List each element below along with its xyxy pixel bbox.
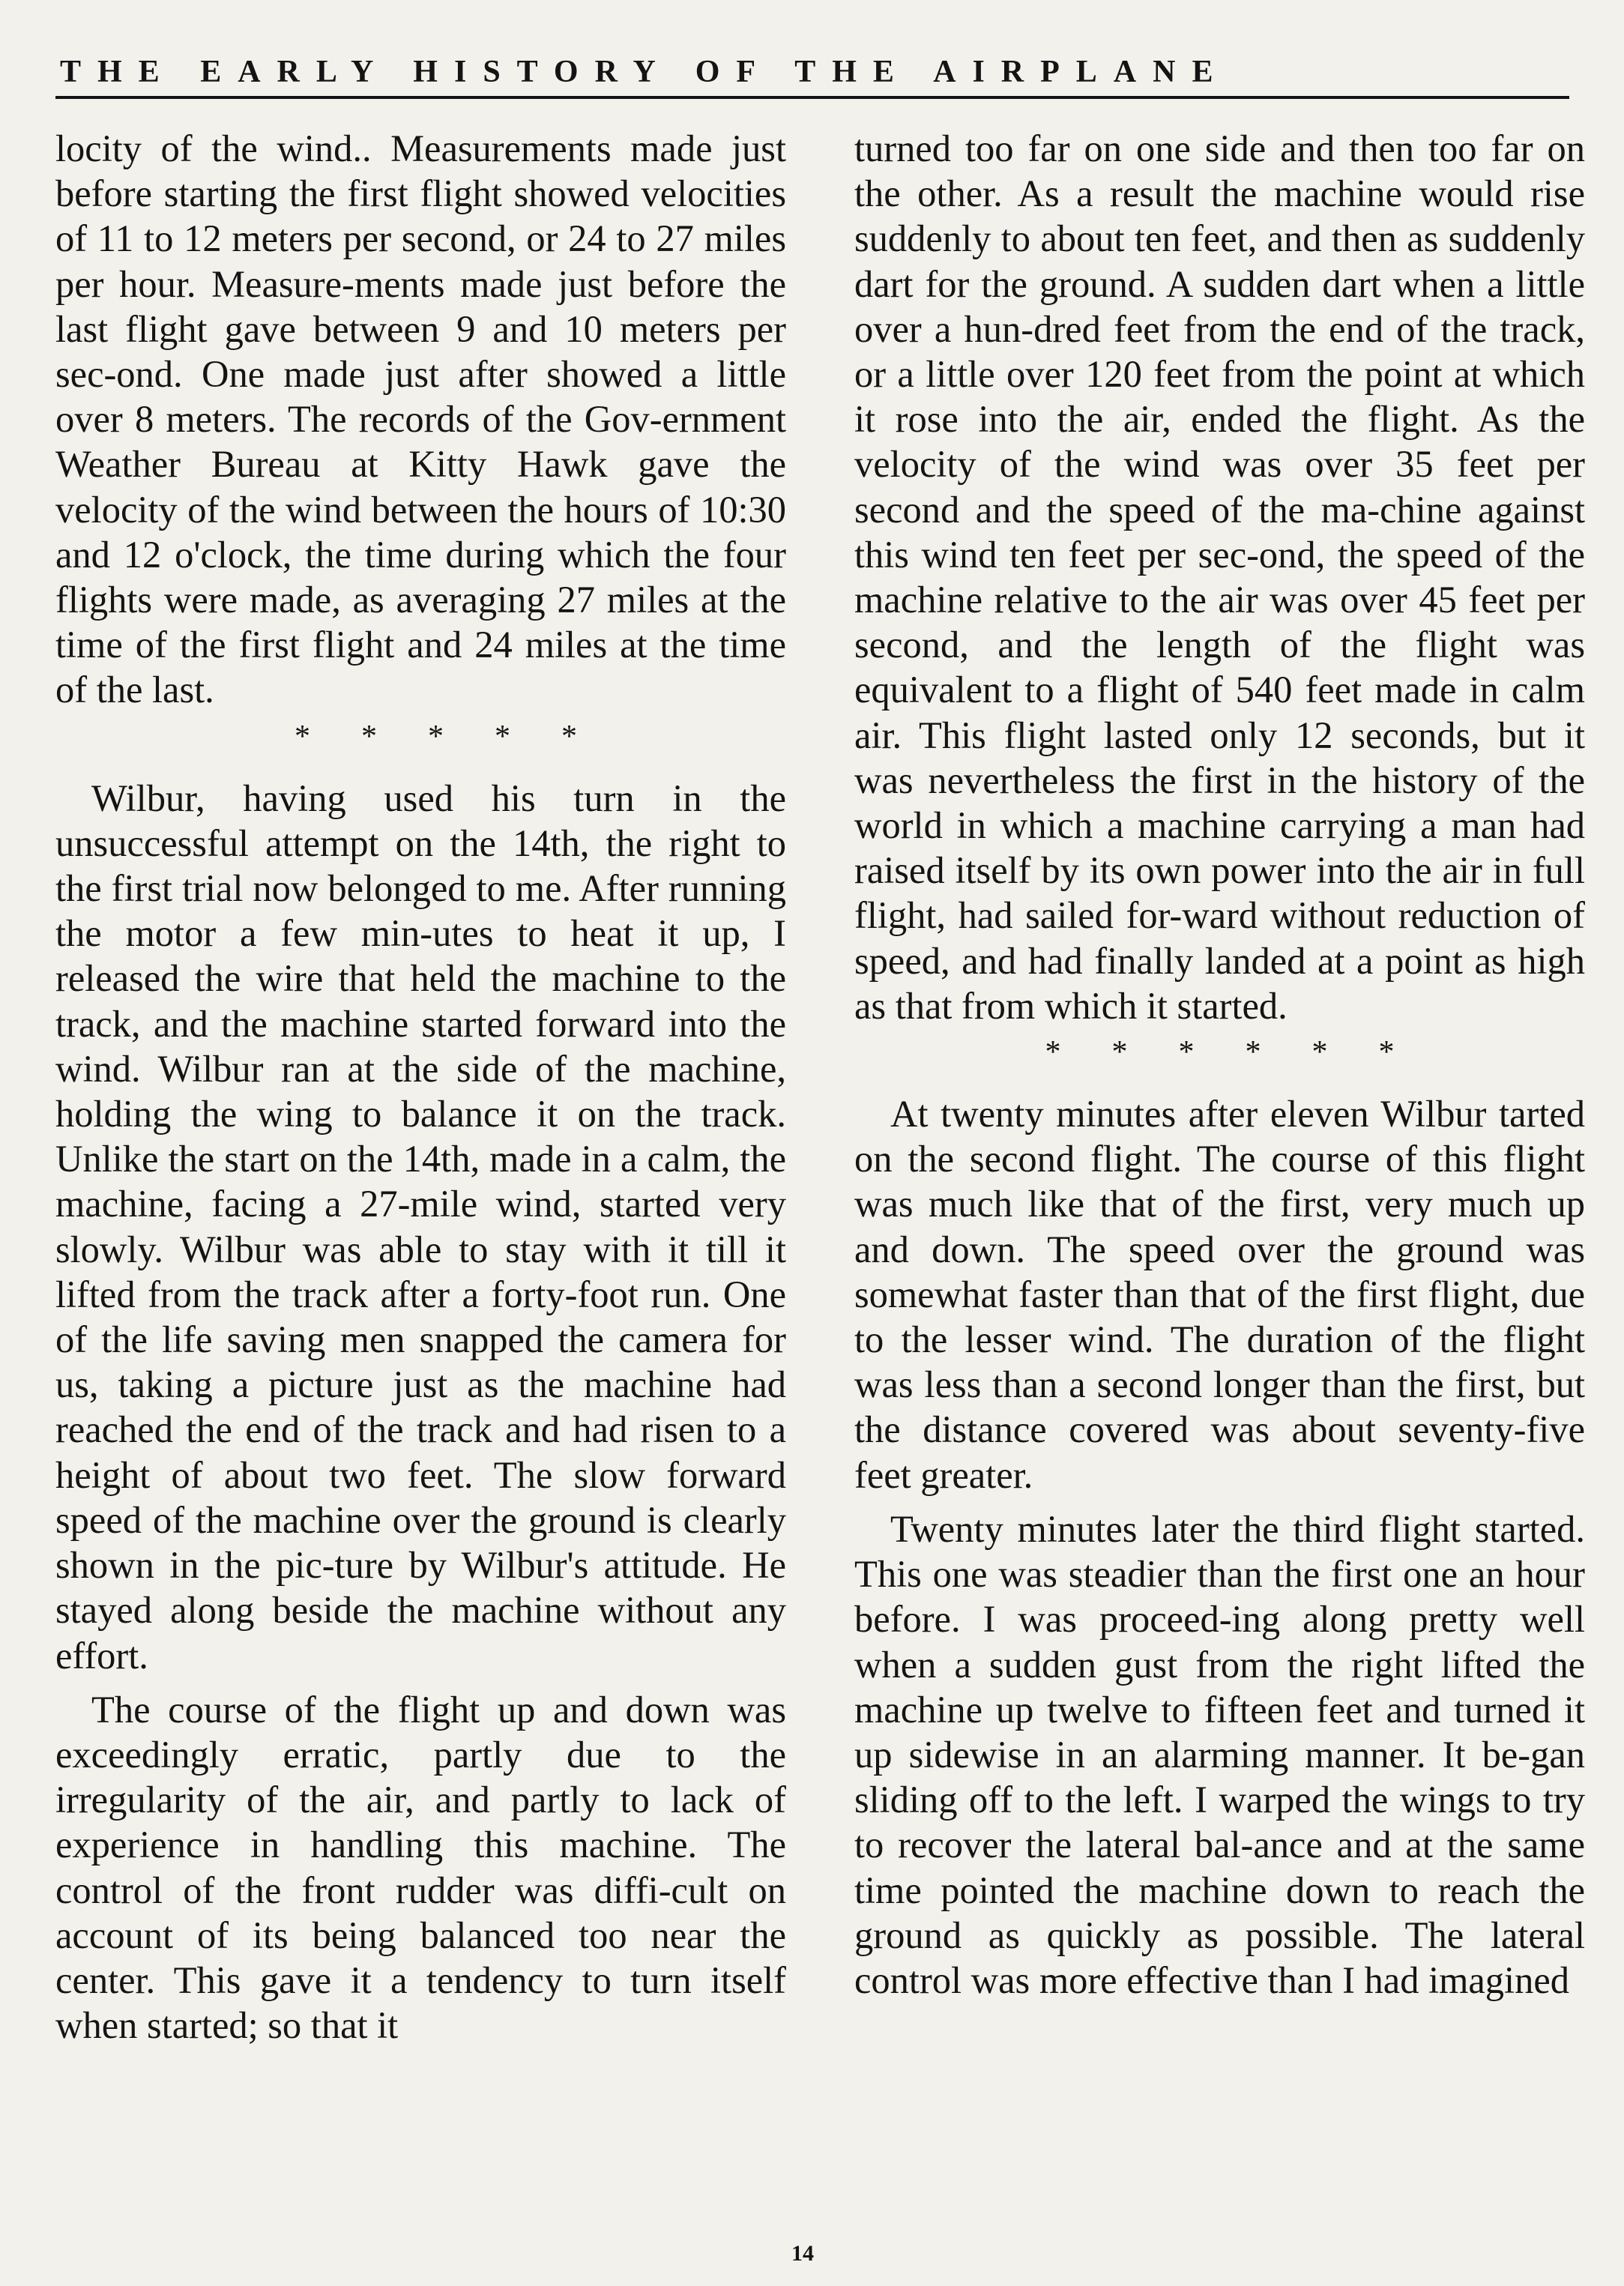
star-glyph: * [1311,1035,1328,1070]
running-head: THE EARLY HISTORY OF THE AIRPLANE [60,55,1230,89]
left-column [55,126,786,2232]
star-glyph: * [495,719,510,754]
star-glyph: * [361,719,377,754]
right-paragraph-3: Twenty minutes later the third flight started. This one was steadier than the first one an hour before. I was proceed-ing along pretty well when a sudden gust from the right lifted the machine up twelve to fifteen feet and turned it up sidewise in an alarming manner. It be-gan sliding off to the left. I warped the wings to try to recover the lateral bal-ance and at the same time pointed the machine down to reach the ground as quickly as possible. The lateral control was more effective than I had imagined [854,1507,1585,2001]
star-glyph: * [1378,1035,1395,1070]
star-glyph: * [295,719,310,754]
page-number: 14 [791,2241,814,2266]
right-section-break [854,1028,1585,1076]
right-paragraph-2: At twenty minutes after eleven Wilbur tarted on the second flight. The course of this flight was much like that of the first, very much up and down. The speed over the ground was somewhat faster than that of the first flight, due to the lesser wind. The duration of the flight was less than a second longer than the first, but the distance covered was about seventy-five feet greater. [854,1093,1585,1496]
star-glyph: * [1111,1035,1128,1070]
left-paragraph-2: Wilbur, having used his turn in the unsuccessful attempt on the 14th, the right to the first trial now belonged to me. After running the motor a few min-utes to heat it up, I released the wire that held the machine to the track, and the machine started forward into the wind. Wilbur ran at the side of the machine, holding the wing to balance it on the track. Unlike the start on the 14th, made in a calm, the machine, facing a 27-mile wind, started very slowly. Wilbur was able to stay with it till it lifted from the track after a forty-foot run. One of the life saving men snapped the camera for us, taking a picture just as the machine had reached the end of the track and had risen to a height of about two feet. The slow forward speed of the machine over the ground is clearly shown in the pic-ture by Wilbur's attitude. He stayed along beside the machine without any effort. [55,776,786,1677]
left-paragraph-1: locity of the wind.. Measurements made just before starting the first flight showed velocities of 11 to 12 meters per second, or 24 to 27 miles per hour. Measure-ments made just before the last flight gave between 9 and 10 meters per sec-ond. One made just after showed a little over 8 meters. The records of the Gov-ernment Weather Bureau at Kitty Hawk gave the velocity of the wind between the hours of 10:30 and 12 o'clock, the time during which the four flights were made, as averaging 27 miles at the time of the first flight and 24 miles at the time of the last. [55,127,786,711]
left-paragraph-3: The course of the flight up and down was exceedingly erratic, partly due to the irregularity of the air, and partly to lack of experience in handling this machine. The control of the front rudder was diffi-cult on account of its being balanced too near the center. This gave it a tendency to turn itself when started; so that it [55,1688,786,2047]
star-glyph: * [1045,1035,1061,1070]
header-rule [55,96,1569,99]
star-glyph: * [428,719,444,754]
star-glyph: * [1245,1035,1261,1070]
right-column [854,126,1585,2232]
star-glyph: * [1178,1035,1195,1070]
right-paragraph-1: turned too far on one side and then too far on the other. As a result the machine would rise suddenly to about ten feet, and then as suddenly dart for the ground. A sudden dart when a little over a hun-dred feet from the end of the track, or a little over 120 feet from the point at which it rose into the air, ended the flight. As the velocity of the wind was over 35 feet per second and the speed of the ma-chine against this wind ten feet per sec-ond, the speed of the machine relative to the air was over 45 feet per second, and the length of the flight was equivalent to a flight of 540 feet made in calm air. This flight lasted only 12 seconds, but it was nevertheless the first in the history of the world in which a machine carrying a man had raised itself by its own power into the air in full flight, had sailed for-ward without reduction of speed, and had finally landed at a point as high as that from which it started. [854,127,1585,1027]
left-section-break [55,713,786,761]
star-glyph: * [561,719,577,754]
